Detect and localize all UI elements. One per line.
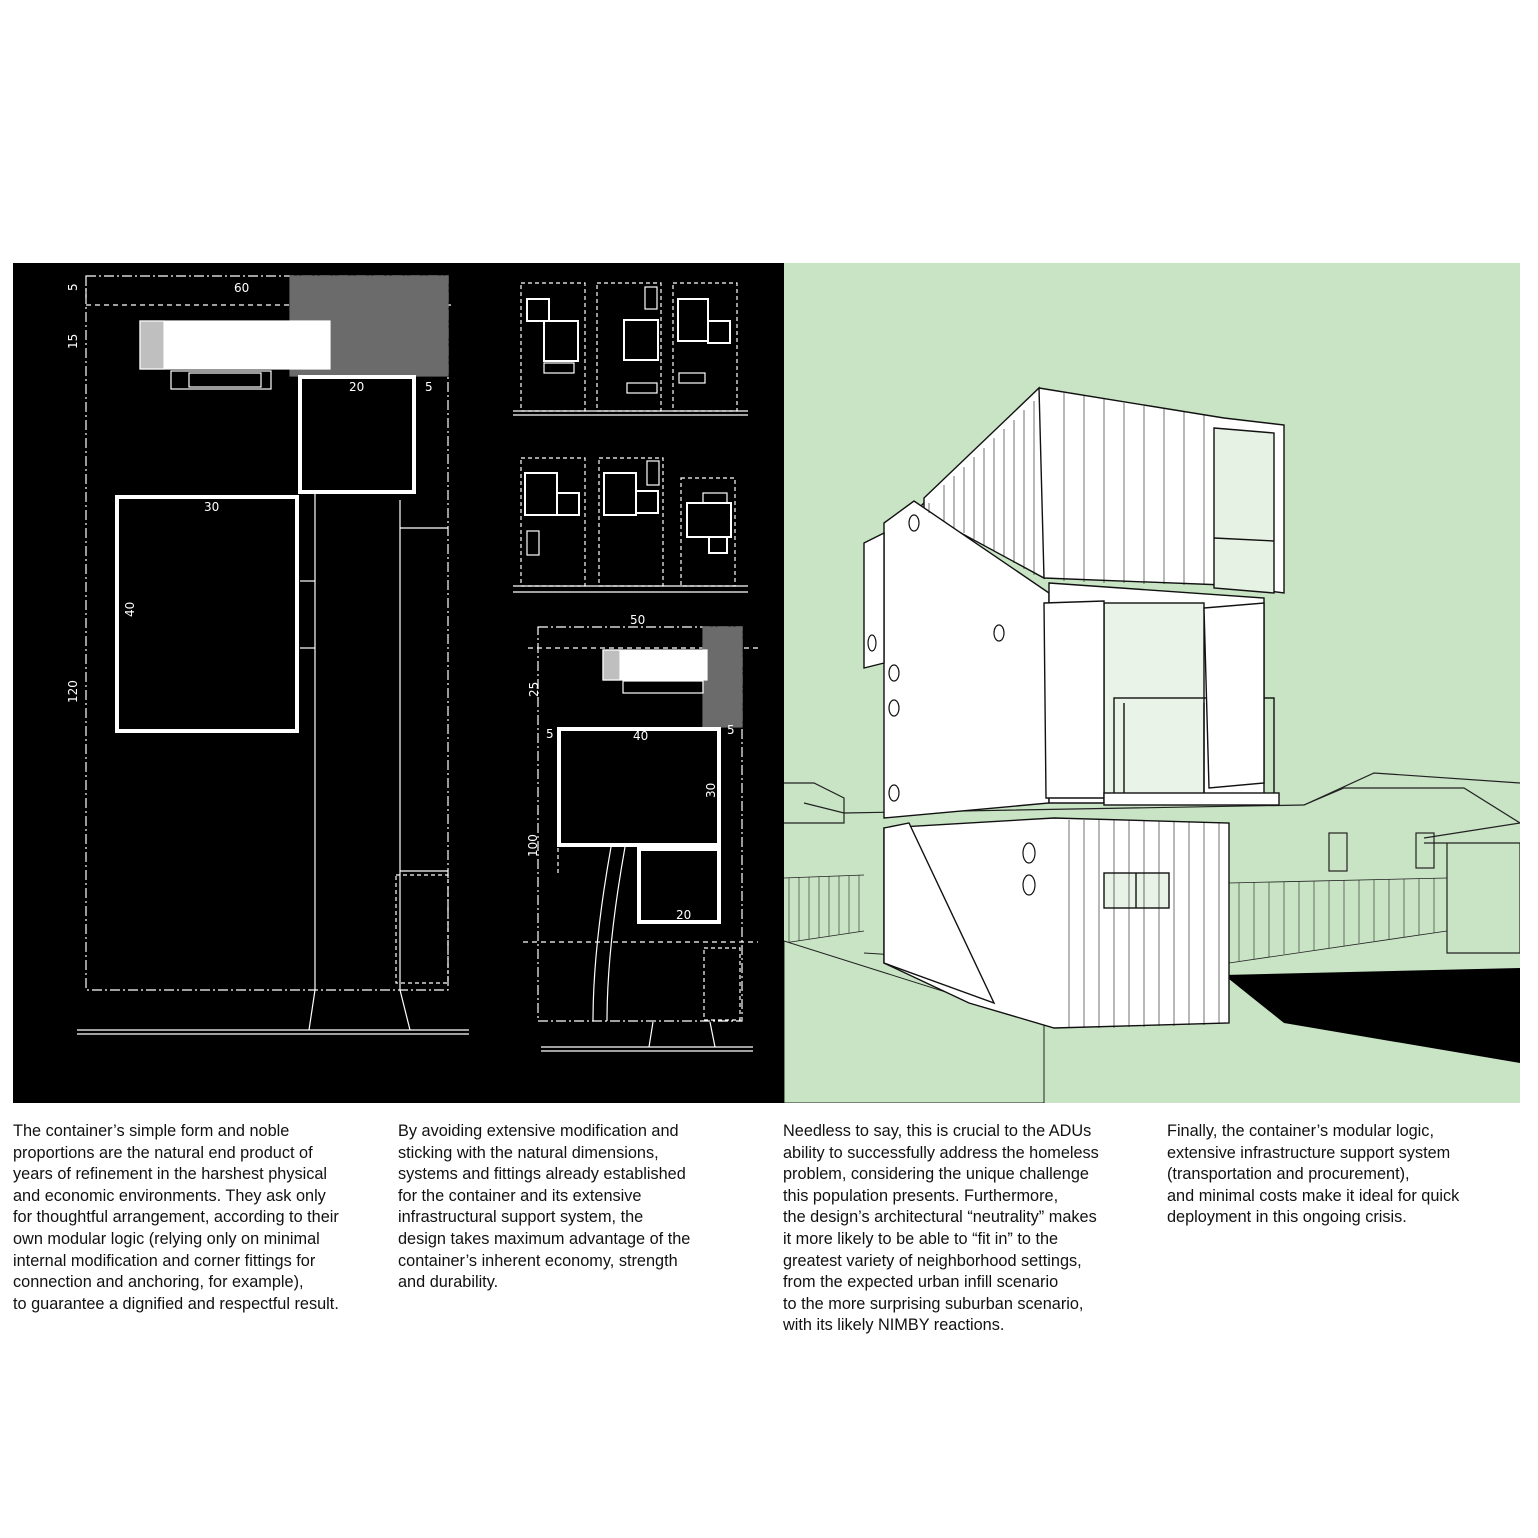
container-top	[140, 321, 330, 369]
dim-label: 60	[234, 281, 250, 295]
dim-label: 100	[526, 834, 540, 857]
dim-label: 30	[204, 500, 220, 514]
parking-spot	[396, 875, 448, 983]
container-big	[117, 497, 297, 731]
dim-label: 5	[727, 723, 735, 737]
body-text-column-4: Finally, the container’s modular logic, extensive infrastructure support system (transportation and procurement), and minimal costs make it ideal for quick deployment in this ongoing crisis.	[1167, 1122, 1460, 1227]
dim-label: 50	[630, 613, 646, 627]
variant-thumbnails	[513, 283, 748, 592]
dim-label: 15	[66, 333, 80, 349]
site-plan-diagrams	[13, 263, 784, 1103]
dim-label: 5	[66, 283, 80, 291]
dim-label: 5	[425, 380, 433, 394]
container-stack	[864, 388, 1284, 1028]
dim-label: 20	[676, 908, 692, 922]
dim-label: 30	[704, 782, 718, 798]
dim-label: 20	[349, 380, 365, 394]
container-small	[300, 377, 414, 492]
shadow	[1224, 968, 1520, 1063]
body-text-column-1: The container’s simple form and noble proportions are the natural end product of years of refinement in the harshest physical and economic environments. They ask only for thoughtful arrangement, according to their own modular logic (relying only on minimal internal modification and corner fittings for connection and anchoring, for example), to guarantee a dignified and respectful result.	[13, 1122, 339, 1313]
container-adu-rendering	[784, 263, 1520, 1103]
dim-label: 40	[633, 729, 649, 743]
dim-label: 120	[66, 680, 80, 703]
dim-label: 5	[546, 727, 554, 741]
dim-label: 25	[527, 681, 541, 697]
body-text-column-2: By avoiding extensive modification and sticking with the natural dimensions, systems and fittings already established for the container and its extensive infrastructural support system, the design takes maximum advantage of the container’s inherent economy, strength and durability.	[398, 1122, 691, 1292]
body-text-column-3: Needless to say, this is crucial to the ADUs ability to successfully address the homeless problem, considering the unique challenge this population presents. Furthermore, the design’s architectural “neutrality” makes it more likely to be able to “fit in” to the greatest variety of neighborhood settings, from the expected urban infill scenario to the more surprising suburban scenario, with its likely NIMBY reactions.	[783, 1122, 1099, 1335]
dim-label: 40	[123, 601, 137, 617]
